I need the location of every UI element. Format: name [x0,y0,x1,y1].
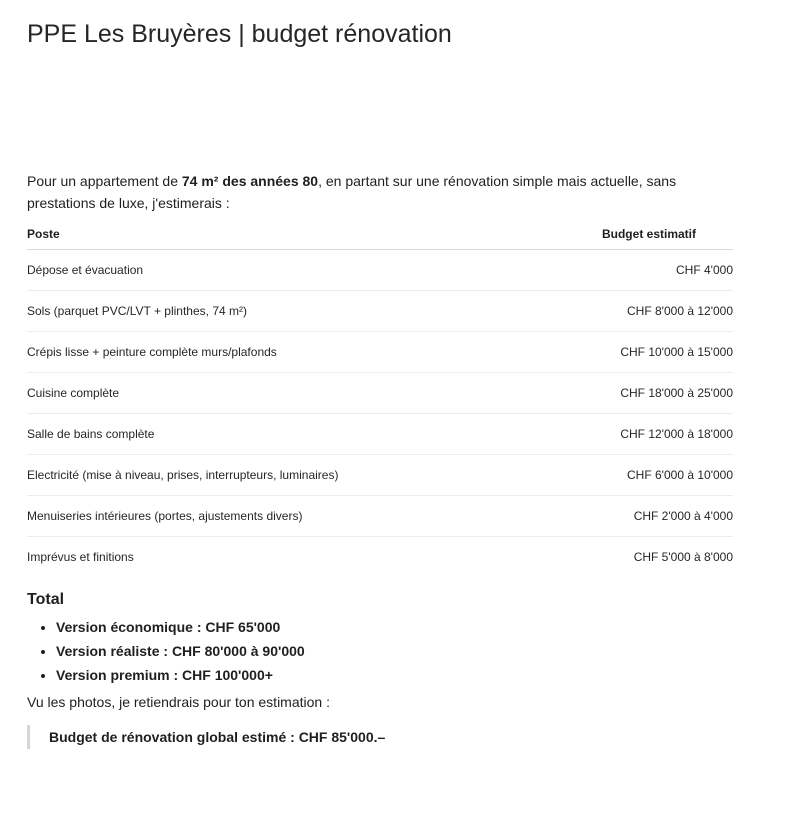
final-estimate: Budget de rénovation global estimé : CHF 85'000.– [49,729,386,745]
budget-table [27,218,733,577]
row-poste: Electricité (mise à niveau, prises, interrupteurs, luminaires) [27,455,524,496]
header-poste: Poste [27,218,524,250]
table-row [27,537,733,578]
table-row [27,496,733,537]
table-row [27,291,733,332]
row-poste: Sols (parquet PVC/LVT + plinthes, 74 m²) [27,291,524,332]
final-estimate-quote [27,725,733,749]
table-row [27,332,733,373]
list-item: • Version premium : CHF 100'000+ [56,663,733,687]
intro-paragraph [27,170,733,214]
table-row [27,414,733,455]
row-budget: CHF 6'000 à 10'000 [524,455,733,496]
intro-era: des années 80 [222,173,319,189]
row-budget: CHF 2'000 à 4'000 [524,496,733,537]
row-budget: CHF 8'000 à 12'000 [524,291,733,332]
header-budget: Budget estimatif [524,218,733,250]
document-body [27,170,733,749]
intro-suffix: , en partant sur une rénovation simple mais actuelle, sans prestations de luxe, j'estimerais : [27,173,677,211]
list-item: • Version économique : CHF 65'000 [56,615,733,639]
row-poste: Salle de bains complète [27,414,524,455]
version-list [27,615,733,687]
row-budget: CHF 18'000 à 25'000 [524,373,733,414]
row-poste: Menuiseries intérieures (portes, ajustements divers) [27,496,524,537]
intro-prefix: Pour un appartement de [27,173,182,189]
row-poste: Cuisine complète [27,373,524,414]
page-title: PPE Les Bruyères | budget rénovation [27,20,452,48]
row-budget: CHF 5'000 à 8'000 [633,550,733,564]
row-budget: CHF 4'000 [524,250,733,291]
row-budget: CHF 12'000 à 18'000 [524,414,733,455]
table-row [27,250,733,291]
table-header-row [27,218,733,250]
row-poste: Imprévus et finitions [27,550,134,564]
list-item: • Version réaliste : CHF 80'000 à 90'000 [56,639,733,663]
intro-area: 74 m² [181,173,219,189]
table-row [27,455,733,496]
row-budget: CHF 10'000 à 15'000 [524,332,733,373]
row-poste: Dépose et évacuation [27,250,524,291]
table-row [27,373,733,414]
total-heading: Total [27,591,65,608]
photos-note: Vu les photos, je retiendrais pour ton estimation : [27,694,330,710]
row-poste: Crépis lisse + peinture complète murs/plafonds [27,332,524,373]
